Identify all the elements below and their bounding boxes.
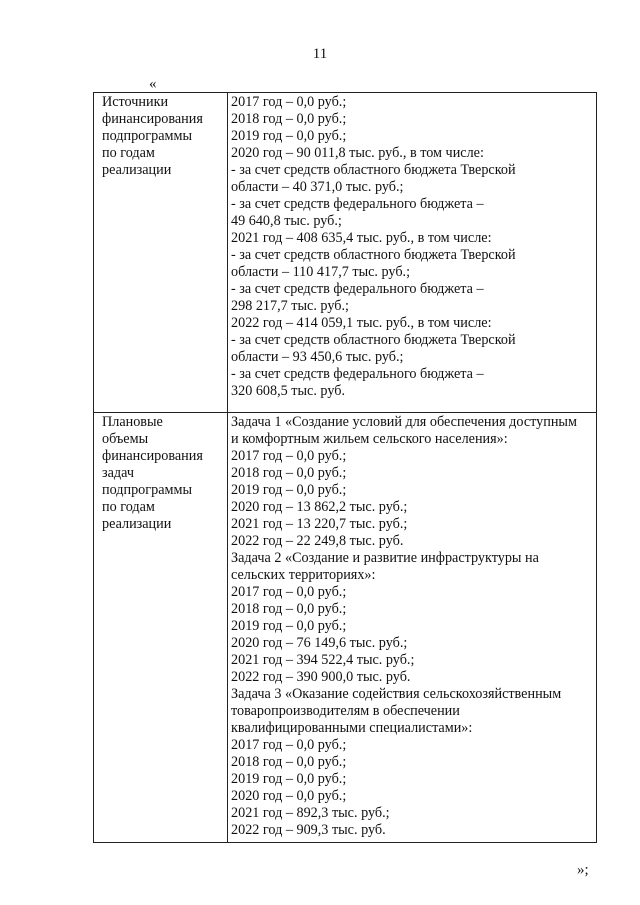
- value-line: области – 110 417,7 тыс. руб.;: [231, 264, 411, 280]
- funding-sources-label-cell: [94, 93, 228, 413]
- value-line: 2020 год – 0,0 руб.;: [231, 788, 347, 804]
- value-line: 2019 год – 0,0 руб.;: [231, 482, 347, 498]
- value-line: - за счет средств областного бюджета Тверской: [231, 162, 516, 178]
- value-line: 2017 год – 0,0 руб.;: [231, 584, 347, 600]
- value-line: 2019 год – 0,0 руб.;: [231, 771, 347, 787]
- label-line: по годам: [102, 499, 155, 515]
- label-line: задач: [102, 465, 134, 481]
- value-line: 2021 год – 408 635,4 тыс. руб., в том числе:: [231, 230, 492, 246]
- value-line: 2018 год – 0,0 руб.;: [231, 601, 347, 617]
- value-line: 2022 год – 414 059,1 тыс. руб., в том числе:: [231, 315, 492, 331]
- value-line: 2018 год – 0,0 руб.;: [231, 465, 347, 481]
- opening-quote-mark: «: [149, 76, 157, 92]
- task-1-heading-line: и комфортным жильем сельского населения»:: [231, 431, 508, 447]
- value-line: 2022 год – 390 900,0 тыс. руб.: [231, 669, 411, 685]
- value-line: - за счет средств федерального бюджета –: [231, 281, 484, 297]
- planned-funding-label-cell: [94, 413, 228, 843]
- label-line: Плановые: [102, 414, 163, 430]
- label-line: финансирования: [102, 111, 203, 127]
- value-line: области – 40 371,0 тыс. руб.;: [231, 179, 404, 195]
- value-line: 2019 год – 0,0 руб.;: [231, 618, 347, 634]
- label-line: подпрограммы: [102, 482, 192, 498]
- value-line: - за счет средств федерального бюджета –: [231, 366, 484, 382]
- funding-sources-value-cell: [228, 93, 597, 413]
- task-3-heading-line: товаропроизводителям в обеспечении: [231, 703, 460, 719]
- value-line: 2021 год – 892,3 тыс. руб.;: [231, 805, 390, 821]
- value-line: 2017 год – 0,0 руб.;: [231, 448, 347, 464]
- task-1-heading-line: Задача 1 «Создание условий для обеспечения доступным: [231, 414, 577, 430]
- page-number: 11: [312, 46, 328, 62]
- label-line: Источники: [102, 94, 169, 110]
- value-line: 2017 год – 0,0 руб.;: [231, 737, 347, 753]
- label-line: по годам: [102, 145, 155, 161]
- value-line: 2022 год – 22 249,8 тыс. руб.: [231, 533, 404, 549]
- label-line: финансирования: [102, 448, 203, 464]
- table-row-planned-task-funding: [94, 413, 597, 843]
- task-2-heading-line: Задача 2 «Создание и развитие инфраструктуры на: [231, 550, 539, 566]
- value-line: области – 93 450,6 тыс. руб.;: [231, 349, 404, 365]
- value-line: 2021 год – 13 220,7 тыс. руб.;: [231, 516, 408, 532]
- label-line: объемы: [102, 431, 149, 447]
- closing-quote-mark: »;: [577, 862, 589, 878]
- task-3-heading-line: квалифицированными специалистами»:: [231, 720, 473, 736]
- value-line: 2020 год – 13 862,2 тыс. руб.;: [231, 499, 408, 515]
- subprogram-passport-table: [93, 92, 597, 843]
- value-line: 2017 год – 0,0 руб.;: [231, 94, 347, 110]
- value-line: 2022 год – 909,3 тыс. руб.: [231, 822, 386, 838]
- value-line: 298 217,7 тыс. руб.;: [231, 298, 349, 314]
- value-line: - за счет средств областного бюджета Тверской: [231, 332, 516, 348]
- task-2-heading-line: сельских территориях»:: [231, 567, 376, 583]
- label-line: реализации: [102, 162, 172, 178]
- value-line: 49 640,8 тыс. руб.;: [231, 213, 342, 229]
- table-row-funding-sources: [94, 93, 597, 413]
- value-line: 320 608,5 тыс. руб.: [231, 383, 345, 399]
- planned-funding-value-cell: [228, 413, 597, 843]
- task-3-heading-line: Задача 3 «Оказание содействия сельскохозяйственным: [231, 686, 562, 702]
- label-line: подпрограммы: [102, 128, 192, 144]
- value-line: 2020 год – 90 011,8 тыс. руб., в том числе:: [231, 145, 484, 161]
- label-line: реализации: [102, 516, 172, 532]
- value-line: 2019 год – 0,0 руб.;: [231, 128, 347, 144]
- value-line: 2021 год – 394 522,4 тыс. руб.;: [231, 652, 415, 668]
- value-line: - за счет средств областного бюджета Тверской: [231, 247, 516, 263]
- value-line: - за счет средств федерального бюджета –: [231, 196, 484, 212]
- value-line: 2018 год – 0,0 руб.;: [231, 111, 347, 127]
- value-line: 2020 год – 76 149,6 тыс. руб.;: [231, 635, 408, 651]
- value-line: 2018 год – 0,0 руб.;: [231, 754, 347, 770]
